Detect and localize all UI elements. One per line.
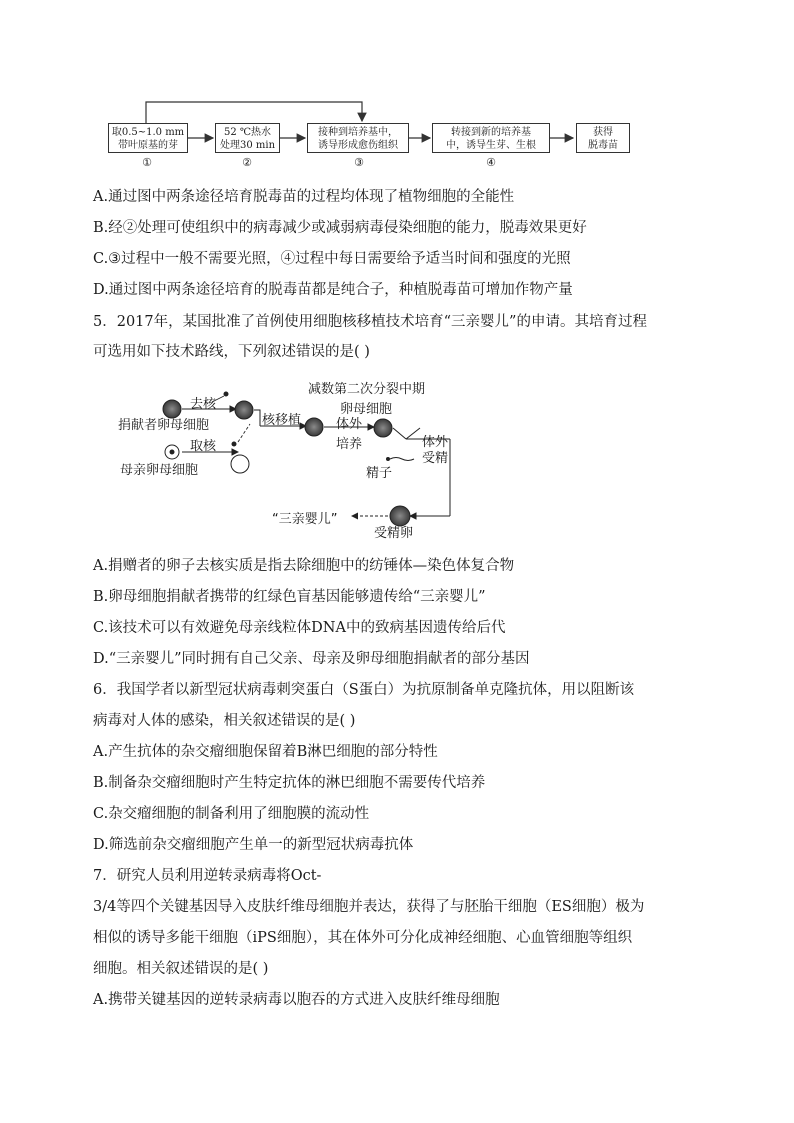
q5-stem-line1: 5．2017年，某国批准了首例使用细胞核移植技术培育“三亲婴儿”的申请。其培育过程	[93, 314, 647, 330]
flow-box-2	[215, 123, 280, 153]
q7-stem-line1: 7．研究人员利用逆转录病毒将Oct-	[93, 868, 322, 884]
flow-box-5	[576, 123, 630, 153]
flow-box-3-line2: 诱导形成愈伤组织	[318, 140, 398, 151]
q6-option-a: A.产生抗体的杂交瘤细胞保留着B淋巴细胞的部分特性	[93, 744, 438, 760]
flow-box-2-line1: 52 ℃热水	[223, 127, 272, 138]
flow-box-1-line2: 带叶原基的芽	[118, 140, 178, 151]
donor-oocyte-label: 捐献者卵母细胞	[118, 418, 210, 433]
q4-option-b: B.经②处理可使组织中的病毒减少或减弱病毒侵染细胞的能力，脱毒效果更好	[93, 220, 587, 236]
flow-box-4-line1: 转接到新的培养基	[451, 127, 531, 138]
in-vitro-label-2: 体外	[422, 435, 449, 450]
q4-option-d: D.通过图中两条途径培育的脱毒苗都是纯合子，种植脱毒苗可增加作物产量	[93, 282, 573, 298]
in-vitro-label-1: 体外	[336, 417, 363, 432]
q6-option-b: B.制备杂交瘤细胞时产生特定抗体的淋巴细胞不需要传代培养	[93, 775, 486, 791]
q4-option-a: A.通过图中两条途径培育脱毒苗的过程均体现了植物细胞的全能性	[93, 189, 515, 205]
flow-box-5-line2: 脱毒苗	[588, 140, 618, 151]
flow-box-5-line1: 获得	[593, 127, 613, 138]
mother-oocyte-label: 母亲卵母细胞	[120, 463, 199, 478]
remove-nucleus-label: 去核	[190, 397, 217, 412]
q5-option-a: A.捐赠者的卵子去核实质是指去除细胞中的纺锤体—染色体复合物	[93, 558, 515, 574]
three-parent-baby-label: “三亲婴儿”	[272, 512, 338, 527]
flow-number-1: ①	[142, 156, 152, 169]
q6-option-c: C.杂交瘤细胞的制备利用了细胞膜的流动性	[93, 806, 370, 822]
flow-number-3: ③	[354, 156, 364, 169]
flow-box-4	[432, 123, 550, 153]
q7-stem-line3: 相似的诱导多能干细胞（iPS细胞），其在体外可分化成神经细胞、心血管细胞等组织	[93, 930, 633, 946]
fertilization-label: 受精	[422, 451, 449, 466]
q5-option-b: B.卵母细胞捐献者携带的红绿色盲基因能够遗传给“三亲婴儿”	[93, 589, 486, 605]
oocyte-label: 卵母细胞	[340, 402, 393, 417]
nuclear-transfer-label: 核移植	[262, 413, 302, 428]
q5-stem-line2: 可选用如下技术路线，下列叙述错误的是( )	[93, 344, 370, 360]
flow-box-4-line2: 中，诱导生芽、生根	[446, 140, 536, 151]
three-parent-baby-diagram	[110, 376, 470, 541]
take-nucleus-label: 取核	[190, 439, 217, 454]
sperm-label: 精子	[366, 466, 393, 481]
flow-box-1-line1: 取0.5~1.0 mm	[111, 127, 185, 138]
zygote-label: 受精卵	[374, 526, 414, 541]
flow-box-3	[307, 123, 409, 153]
q5-option-d: D.“三亲婴儿”同时拥有自己父亲、母亲及卵母细胞捐献者的部分基因	[93, 651, 530, 667]
q7-stem-line4: 细胞。相关叙述错误的是( )	[93, 961, 269, 977]
meiosis-stage-label: 减数第二次分裂中期	[308, 382, 426, 397]
flow-box-3-line1: 接种到培养基中，	[318, 127, 398, 138]
flow-number-4: ④	[486, 156, 496, 169]
culture-label: 培养	[336, 437, 363, 452]
q4-option-c: C.③过程中一般不需要光照，④过程中每日需要给予适当时间和强度的光照	[93, 251, 571, 267]
flow-number-2: ②	[242, 156, 252, 169]
q7-stem-line2: 3/4等四个关键基因导入皮肤纤维母细胞并表达，获得了与胚胎干细胞（ES细胞）极为	[93, 899, 645, 915]
plant-detox-flowchart	[100, 96, 700, 176]
flow-box-1	[108, 123, 188, 153]
q7-option-a: A.携带关键基因的逆转录病毒以胞吞的方式进入皮肤纤维母细胞	[93, 992, 500, 1008]
q5-option-c: C.该技术可以有效避免母亲线粒体DNA中的致病基因遗传给后代	[93, 620, 506, 636]
q6-stem-line1: 6．我国学者以新型冠状病毒刺突蛋白（S蛋白）为抗原制备单克隆抗体，用以阻断该	[93, 682, 635, 698]
q6-stem-line2: 病毒对人体的感染，相关叙述错误的是( )	[93, 713, 356, 729]
q6-option-d: D.筛选前杂交瘤细胞产生单一的新型冠状病毒抗体	[93, 837, 414, 853]
flow-box-2-line2: 处理30 min	[219, 140, 276, 151]
